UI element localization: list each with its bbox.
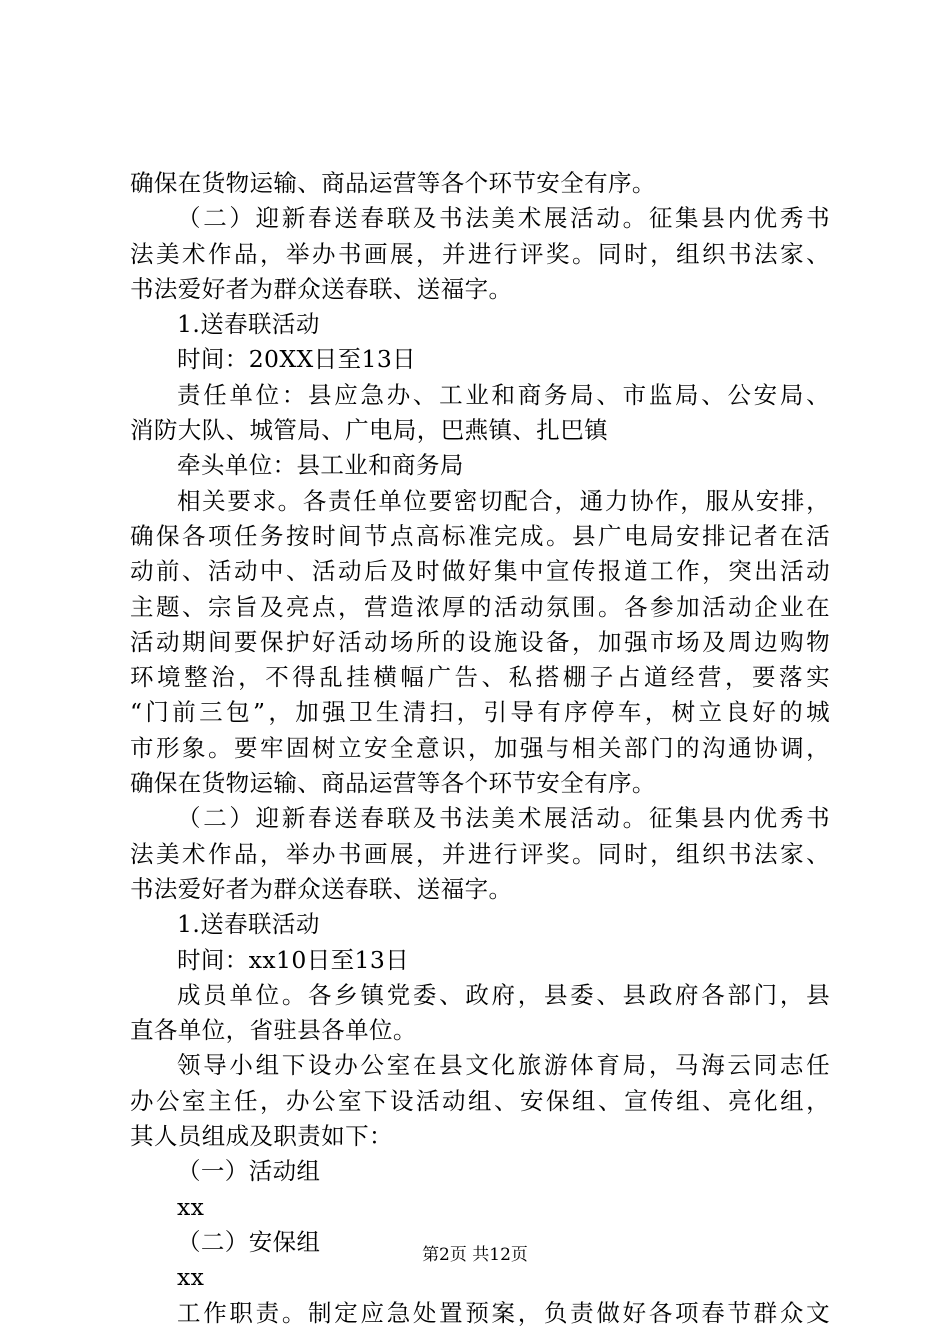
text-line: 领导小组下设办公室在县文化旅游体育局，马海云同志任 (177, 1051, 830, 1080)
text-line: 办公室主任，办公室下设活动组、安保组、宣传组、亮化组， (130, 1086, 830, 1115)
text-line: 1.送春联活动 (177, 910, 320, 939)
text-line: 环境整治，不得乱挂横幅广告、私搭棚子占道经营，要落实 (130, 663, 830, 692)
text-line: 消防大队、城管局、广电局，巴燕镇、扎巴镇 (130, 416, 608, 445)
text-line: 成员单位。各乡镇党委、政府，县委、县政府各部门，县 (177, 980, 830, 1009)
text-line: 工作职责。制定应急处置预案，负责做好各项春节群众文 (177, 1298, 830, 1327)
text-line: 法美术作品，举办书画展，并进行评奖。同时，组织书法家、 (130, 839, 830, 868)
text-line: 相关要求。各责任单位要密切配合，通力协作，服从安排， (177, 486, 830, 515)
text-line: 确保在货物运输、商品运营等各个环节安全有序。 (130, 169, 656, 197)
text-line: 牵头单位：县工业和商务局 (177, 451, 464, 480)
text-line: 确保在货物运输、商品运营等各个环节安全有序。 (130, 769, 656, 798)
text-line: 责任单位：县应急办、工业和商务局、市监局、公安局、 (177, 380, 830, 409)
text-line: “门前三包”，加强卫生清扫，引导有序停车，树立良好的城 (130, 698, 830, 727)
text-line: 1.送春联活动 (177, 310, 320, 339)
text-line: 市形象。要牢固树立安全意识，加强与相关部门的沟通协调， (130, 733, 830, 762)
page-number: 第2页 共12页 (422, 1245, 528, 1265)
text-line: （二）安保组 (177, 1227, 321, 1256)
text-line: xx (177, 1263, 205, 1292)
text-line: 动前、活动中、活动后及时做好集中宣传报道工作，突出活动 (130, 557, 830, 586)
text-line: 书法爱好者为群众送春联、送福字。 (130, 874, 513, 903)
text-line: 其人员组成及职责如下： (130, 1122, 393, 1151)
text-line: 主题、宗旨及亮点，营造浓厚的活动氛围。各参加活动企业在 (130, 592, 830, 621)
text-line: xx (177, 1192, 205, 1221)
text-line: 确保各项任务按时间节点高标准完成。县广电局安排记者在活 (130, 521, 830, 550)
text-line: 直各单位，省驻县各单位。 (130, 1016, 417, 1045)
text-line: （二）迎新春送春联及书法美术展活动。征集县内优秀书 (177, 204, 830, 233)
text-line: 书法爱好者为群众送春联、送福字。 (130, 274, 513, 303)
text-line: （二）迎新春送春联及书法美术展活动。征集县内优秀书 (177, 804, 830, 833)
text-line: （一）活动组 (177, 1157, 321, 1186)
text-line: 法美术作品，举办书画展，并进行评奖。同时，组织书法家、 (130, 239, 830, 268)
text-line: 时间：20XX日至13日 (177, 345, 417, 374)
text-line: 活动期间要保护好活动场所的设施设备，加强市场及周边购物 (130, 627, 830, 656)
text-line: 时间：xx10日至13日 (177, 945, 410, 974)
document-body (130, 166, 830, 1331)
